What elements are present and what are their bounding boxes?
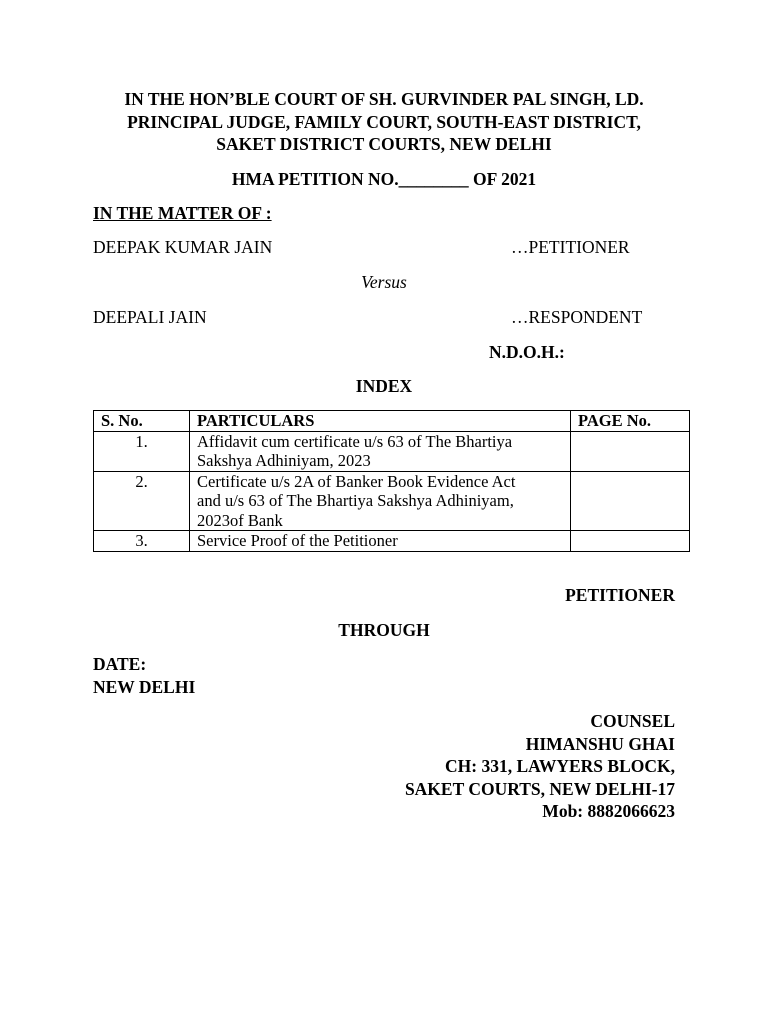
row-sno: 1. — [94, 431, 190, 471]
counsel-block — [405, 710, 675, 823]
row-sno: 2. — [94, 471, 190, 531]
row-particulars — [190, 471, 571, 531]
counsel-address: SAKET COURTS, NEW DELHI-17 — [404, 778, 675, 799]
index-table — [93, 410, 690, 552]
counsel-title: COUNSEL — [590, 711, 675, 731]
petitioner-signature-label: PETITIONER — [565, 585, 675, 605]
header-particulars: PARTICULARS — [190, 411, 571, 432]
date-label: DATE: — [93, 654, 147, 674]
row-page-no — [571, 471, 690, 531]
counsel-mobile: Mob: 8882066623 — [542, 801, 675, 821]
court-heading-line-1: IN THE HON’BLE COURT OF SH. GURVINDER PAL SINGH, LD. — [124, 89, 644, 109]
court-heading — [60, 88, 708, 156]
row-sno: 3. — [94, 531, 190, 552]
petitioner-role: …PETITIONER — [511, 237, 630, 257]
place-label: NEW DELHI — [93, 676, 196, 697]
table-row — [94, 471, 690, 531]
particulars-line: Service Proof of the Petitioner — [197, 531, 398, 550]
row-page-no — [571, 531, 690, 552]
particulars-line: Sakshya Adhiniyam, 2023 — [197, 451, 371, 470]
counsel-name: HIMANSHU GHAI — [525, 733, 675, 754]
court-heading-line-2: PRINCIPAL JUDGE, FAMILY COURT, SOUTH-EAST DISTRICT, — [127, 111, 641, 132]
index-title: INDEX — [355, 376, 413, 396]
ndoh-label: N.D.O.H.: — [489, 342, 565, 362]
matter-heading: IN THE MATTER OF : — [93, 203, 272, 223]
petitioner-name: DEEPAK KUMAR JAIN — [93, 237, 273, 257]
header-page-no: PAGE No. — [571, 411, 690, 432]
particulars-line: and u/s 63 of The Bhartiya Sakshya Adhiniyam, — [197, 491, 514, 510]
table-row — [94, 531, 690, 552]
respondent-name: DEEPALI JAIN — [93, 307, 207, 327]
index-table-header-row — [94, 411, 690, 432]
particulars-line: 2023of Bank — [197, 510, 283, 530]
versus-label: Versus — [361, 272, 407, 292]
table-row — [94, 431, 690, 471]
respondent-role: …RESPONDENT — [511, 307, 643, 327]
row-page-no — [571, 431, 690, 471]
particulars-line: Affidavit cum certificate u/s 63 of The Bhartiya — [197, 431, 513, 451]
header-sno: S. No. — [94, 411, 190, 432]
court-heading-line-3: SAKET DISTRICT COURTS, NEW DELHI — [216, 134, 552, 154]
row-particulars — [190, 531, 571, 552]
particulars-line: Certificate u/s 2A of Banker Book Evidence Act — [197, 471, 516, 491]
date-place-block — [93, 653, 195, 698]
row-particulars — [190, 431, 571, 471]
through-label: THROUGH — [338, 620, 430, 640]
counsel-chamber: CH: 331, LAWYERS BLOCK, — [445, 756, 675, 776]
petition-number: HMA PETITION NO.________ OF 2021 — [231, 169, 537, 189]
